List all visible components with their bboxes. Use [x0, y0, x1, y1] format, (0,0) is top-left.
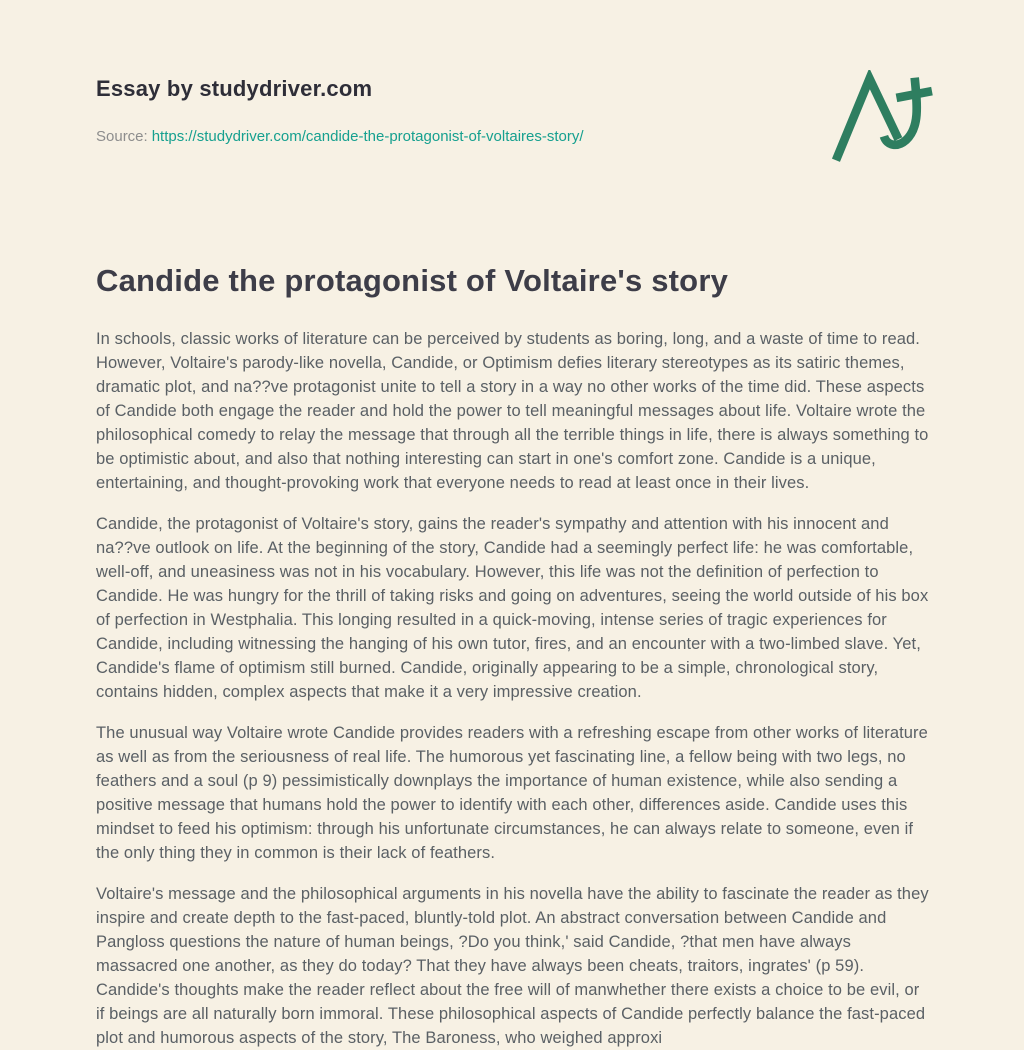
essay-byline: Essay by studydriver.com — [96, 76, 373, 101]
source-url-link[interactable]: https://studydriver.com/candide-the-protagonist-of-voltaires-story/ — [151, 128, 584, 145]
source-label: Source: — [96, 128, 148, 145]
document-header — [96, 0, 930, 145]
studydriver-logo — [828, 70, 938, 166]
article-paragraph: Voltaire's message and the philosophical arguments in his novella have the ability to fascinate the reader as they inspire and create depth to the fast-paced, bluntly-told plot. An abstract conversation between Candide and Pangloss questions the nature of human beings, ?Do you think,' said Candide, ?that men have always massacred one another, as they do today? That they have always been cheats, traitors, ingrates' (p 59). Candide's thoughts make the reader reflect about the free will of manwhether there exists a choice to be evil, or if beings are all naturally born immoral. These philosophical aspects of Candide perfectly balance the fast-paced plot and humorous aspects of the story, The Baroness, who weighed approxi — [96, 885, 929, 1047]
article-paragraph: Candide, the protagonist of Voltaire's story, gains the reader's sympathy and attention with his innocent and na??ve outlook on life. At the beginning of the story, Candide had a seemingly perfect life: he was comfortable, well-off, and uneasiness was not in his vocabulary. However, this life was not the definition of perfection to Candide. He was hungry for the thrill of taking risks and going on adventures, seeing the world outside of his box of perfection in Westphalia. This longing resulted in a quick-moving, intense series of tragic experiences for Candide, including witnessing the hanging of his own tutor, fires, and an encounter with a two-limbed slave. Yet, Candide's flame of optimism still burned. Candide, originally appearing to be a simple, chronological story, contains hidden, complex aspects that make it a very impressive creation. — [96, 515, 929, 701]
article-paragraph: The unusual way Voltaire wrote Candide provides readers with a refreshing escape from other works of literature as well as from the seriousness of real life. The humorous yet fascinating line, a fellow being with two legs, no feathers and a soul (p 9) pessimistically downplays the importance of human existence, while also sending a positive message that humans hold the power to identify with each other, differences aside. Candide uses this mindset to feed his optimism: through his unfortunate circumstances, he can always relate to someone, even if the only thing they in common is their lack of feathers. — [96, 724, 928, 862]
article-paragraph: In schools, classic works of literature can be perceived by students as boring, long, and a waste of time to read. However, Voltaire's parody-like novella, Candide, or Optimism defies literary stereotypes as its satiric themes, dramatic plot, and na??ve protagonist unite to tell a story in a way no other works of the time did. These aspects of Candide both engage the reader and hold the power to tell meaningful messages about life. Voltaire wrote the philosophical comedy to relay the message that through all the terrible things in life, there is always something to be optimistic about, and also that nothing interesting can start in one's comfort zone. Candide is a unique, entertaining, and thought-provoking work that everyone needs to read at least once in their lives. — [96, 330, 929, 492]
studydriver-logo-icon — [828, 70, 938, 166]
article-title: Candide the protagonist of Voltaire's story — [96, 263, 729, 298]
document-content — [96, 0, 930, 1050]
source-line — [96, 128, 930, 145]
article-body — [96, 327, 930, 1050]
